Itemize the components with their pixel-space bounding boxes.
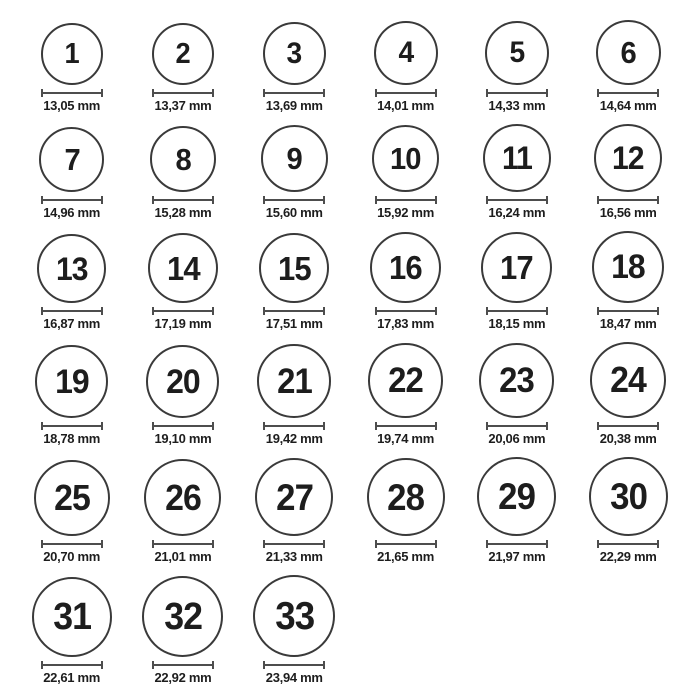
measure-tick-right-icon [101,540,103,548]
measure-tick-left-icon [263,422,265,430]
diameter-label: 14,64 mm [599,98,657,113]
diameter-measure-line [486,196,548,204]
ring-size-cell [239,575,350,684]
diameter-label: 17,51 mm [265,316,323,331]
ring-size-circle [477,457,556,536]
measure-tick-left-icon [263,661,265,669]
diameter-measure-line [41,422,103,430]
ring-size-circle [150,126,216,192]
ring-size-number: 6 [620,35,636,70]
ring-size-circle [152,23,214,85]
diameter-label: 22,61 mm [43,670,101,685]
measure-tick-left-icon [375,540,377,548]
ring-size-circle [34,460,110,536]
ring-size-circle [370,232,441,303]
ring-size-cell [461,232,572,330]
measure-tick-right-icon [435,89,437,97]
diameter-label: 19,42 mm [265,431,323,446]
ring-size-cell [461,21,572,112]
ring-size-number: 8 [175,141,191,177]
ring-size-cell [239,233,350,330]
diameter-label: 13,05 mm [43,98,101,113]
diameter-measure-line [263,661,325,669]
measure-tick-left-icon [375,307,377,315]
diameter-label: 20,70 mm [43,549,101,564]
diameter-measure-line [41,307,103,315]
measure-tick-left-icon [486,307,488,315]
ring-size-number: 19 [54,362,89,401]
ring-size-number: 3 [286,36,302,70]
measure-tick-right-icon [546,196,548,204]
diameter-label: 14,33 mm [488,98,546,113]
measure-tick-left-icon [41,307,43,315]
ring-size-number: 7 [64,142,80,177]
chart-row [16,342,684,445]
ring-size-circle [481,232,552,303]
ring-size-number: 15 [277,249,311,287]
measure-tick-left-icon [152,540,154,548]
ring-size-cell [350,458,461,563]
diameter-label: 19,10 mm [154,431,212,446]
measure-tick-left-icon [41,540,43,548]
diameter-label: 22,92 mm [154,670,212,685]
ring-size-cell [572,124,683,219]
diameter-label: 16,87 mm [43,316,101,331]
measure-tick-right-icon [212,540,214,548]
diameter-label: 15,28 mm [154,205,212,220]
diameter-label: 18,47 mm [599,316,657,331]
ring-size-circle [32,577,112,657]
ring-size-circle [372,125,439,192]
measure-tick-right-icon [101,422,103,430]
ring-size-cell [461,124,572,219]
measure-tick-right-icon [212,89,214,97]
ring-size-circle [483,124,551,192]
diameter-measure-line [597,422,659,430]
measure-tick-right-icon [101,307,103,315]
measure-tick-right-icon [323,540,325,548]
ring-size-number: 9 [286,141,302,176]
measure-tick-right-icon [323,307,325,315]
diameter-measure-line [486,422,548,430]
diameter-measure-line [152,422,214,430]
ring-size-circle [39,127,104,192]
measure-tick-left-icon [597,540,599,548]
measure-tick-right-icon [435,307,437,315]
ring-size-circle [592,231,664,303]
measure-tick-left-icon [486,89,488,97]
ring-size-circle [263,22,326,85]
diameter-label: 23,94 mm [265,670,323,685]
ring-size-cell [16,234,127,330]
measure-tick-right-icon [657,89,659,97]
diameter-measure-line [597,196,659,204]
ring-size-number: 28 [387,476,424,518]
ring-size-circle [589,457,668,536]
diameter-measure-line [597,540,659,548]
measure-tick-left-icon [486,540,488,548]
diameter-measure-line [486,89,548,97]
diameter-label: 18,78 mm [43,431,101,446]
ring-size-number: 21 [276,361,312,401]
chart-row [16,124,684,219]
measure-tick-right-icon [546,540,548,548]
diameter-label: 17,19 mm [154,316,212,331]
ring-size-circle [367,458,445,536]
ring-size-circle [590,342,666,418]
ring-size-number: 24 [610,359,646,400]
diameter-measure-line [375,89,437,97]
ring-size-cell [572,342,683,445]
measure-tick-left-icon [263,196,265,204]
diameter-label: 13,37 mm [154,98,212,113]
diameter-measure-line [263,422,325,430]
ring-size-number: 16 [389,249,422,286]
diameter-label: 19,74 mm [377,431,434,446]
diameter-measure-line [375,540,437,548]
measure-tick-right-icon [657,422,659,430]
diameter-label: 14,01 mm [377,98,434,113]
measure-tick-right-icon [435,196,437,204]
diameter-measure-line [152,307,214,315]
measure-tick-left-icon [486,422,488,430]
ring-size-circle [261,125,328,192]
measure-tick-right-icon [101,89,103,97]
diameter-measure-line [375,307,437,315]
ring-size-number: 26 [165,476,201,518]
ring-size-number: 20 [166,362,200,401]
diameter-measure-line [152,661,214,669]
measure-tick-left-icon [41,196,43,204]
diameter-label: 14,96 mm [43,205,101,220]
measure-tick-left-icon [152,422,154,430]
diameter-measure-line [41,540,103,548]
ring-size-cell [127,459,238,563]
ring-size-cell [127,576,238,684]
ring-size-circle [37,234,106,303]
diameter-measure-line [486,540,548,548]
ring-size-number: 10 [390,141,421,176]
measure-tick-right-icon [546,307,548,315]
ring-size-cell [572,231,683,330]
ring-size-number: 27 [275,476,313,518]
diameter-label: 16,24 mm [488,205,546,220]
measure-tick-left-icon [375,89,377,97]
ring-size-cell [127,345,238,445]
ring-size-circle [596,20,661,85]
diameter-measure-line [152,89,214,97]
ring-size-number: 29 [498,476,536,517]
diameter-label: 21,65 mm [377,549,434,564]
ring-size-circle [146,345,219,418]
ring-size-cell [16,23,127,112]
ring-size-cell [350,343,461,445]
measure-tick-right-icon [212,307,214,315]
ring-size-number: 4 [398,36,413,69]
measure-tick-left-icon [597,196,599,204]
ring-size-number: 32 [164,595,202,638]
ring-size-number: 33 [274,594,314,638]
diameter-label: 17,83 mm [377,316,434,331]
ring-size-cell [572,457,683,563]
measure-tick-right-icon [212,196,214,204]
ring-size-number: 17 [500,249,534,286]
ring-size-number: 31 [52,596,91,638]
ring-size-number: 2 [175,37,191,70]
ring-size-cell [461,343,572,445]
measure-tick-left-icon [41,661,43,669]
measure-tick-left-icon [152,89,154,97]
diameter-label: 21,01 mm [154,549,212,564]
measure-tick-left-icon [597,89,599,97]
ring-size-cell [350,232,461,330]
measure-tick-right-icon [212,422,214,430]
ring-size-circle [594,124,662,192]
ring-size-number: 5 [509,36,525,69]
measure-tick-right-icon [657,307,659,315]
measure-tick-right-icon [546,422,548,430]
diameter-label: 18,15 mm [488,316,546,331]
ring-size-number: 12 [612,140,644,176]
measure-tick-right-icon [657,196,659,204]
diameter-measure-line [41,661,103,669]
measure-tick-right-icon [101,661,103,669]
measure-tick-right-icon [323,661,325,669]
ring-size-circle [144,459,221,536]
ring-size-number: 23 [499,361,535,400]
diameter-label: 15,92 mm [377,205,434,220]
diameter-measure-line [152,540,214,548]
ring-size-cell [239,458,350,563]
measure-tick-right-icon [323,422,325,430]
diameter-label: 20,06 mm [488,431,546,446]
diameter-measure-line [152,196,214,204]
chart-row [16,231,684,330]
measure-tick-right-icon [212,661,214,669]
ring-size-circle [148,233,218,303]
measure-tick-right-icon [435,540,437,548]
diameter-measure-line [41,89,103,97]
diameter-label: 21,97 mm [488,549,546,564]
ring-size-cell [350,21,461,112]
measure-tick-left-icon [375,422,377,430]
ring-size-circle [257,344,331,418]
ring-size-number: 11 [501,140,532,176]
ring-size-cell [16,127,127,219]
measure-tick-left-icon [597,307,599,315]
diameter-measure-line [375,196,437,204]
diameter-measure-line [597,307,659,315]
diameter-measure-line [263,196,325,204]
ring-size-number: 22 [388,361,423,400]
diameter-measure-line [597,89,659,97]
ring-size-cell [350,125,461,219]
measure-tick-left-icon [486,196,488,204]
measure-tick-left-icon [263,540,265,548]
ring-size-circle [374,21,438,85]
measure-tick-right-icon [546,89,548,97]
ring-size-circle [259,233,329,303]
ring-size-cell [16,345,127,445]
diameter-measure-line [263,307,325,315]
measure-tick-left-icon [41,422,43,430]
ring-size-circle [368,343,443,418]
ring-size-cell [461,457,572,563]
diameter-label: 21,33 mm [265,549,323,564]
ring-size-circle [479,343,554,418]
measure-tick-left-icon [152,307,154,315]
diameter-measure-line [486,307,548,315]
chart-row [16,457,684,563]
diameter-measure-line [41,196,103,204]
ring-size-cell [16,460,127,563]
chart-row [16,575,684,684]
ring-size-cell [127,233,238,330]
ring-size-cell [239,344,350,445]
ring-size-circle [253,575,335,657]
ring-size-number: 13 [55,250,88,287]
measure-tick-left-icon [375,196,377,204]
ring-size-number: 25 [53,477,90,518]
ring-size-cell [127,23,238,112]
diameter-label: 16,56 mm [599,205,657,220]
measure-tick-right-icon [323,196,325,204]
ring-size-cell [239,22,350,112]
ring-size-number: 14 [166,249,200,287]
ring-size-number: 1 [64,37,79,70]
ring-size-circle [41,23,103,85]
ring-size-circle [35,345,108,418]
ring-size-circle [142,576,223,657]
diameter-measure-line [263,540,325,548]
measure-tick-right-icon [323,89,325,97]
measure-tick-right-icon [657,540,659,548]
chart-row [16,20,684,112]
diameter-label: 22,29 mm [599,549,657,564]
ring-size-circle [255,458,333,536]
ring-size-number: 18 [611,248,645,286]
measure-tick-left-icon [263,307,265,315]
ring-size-circle [485,21,549,85]
ring-size-cell [572,20,683,112]
diameter-measure-line [375,422,437,430]
measure-tick-left-icon [152,661,154,669]
measure-tick-right-icon [101,196,103,204]
measure-tick-left-icon [263,89,265,97]
measure-tick-left-icon [597,422,599,430]
measure-tick-left-icon [152,196,154,204]
ring-size-number: 30 [609,476,647,517]
diameter-label: 15,60 mm [265,205,323,220]
ring-size-cell [16,577,127,684]
ring-size-cell [127,126,238,219]
diameter-measure-line [263,89,325,97]
diameter-label: 20,38 mm [599,431,657,446]
ring-size-cell [239,125,350,219]
measure-tick-left-icon [41,89,43,97]
diameter-label: 13,69 mm [265,98,323,113]
measure-tick-right-icon [435,422,437,430]
